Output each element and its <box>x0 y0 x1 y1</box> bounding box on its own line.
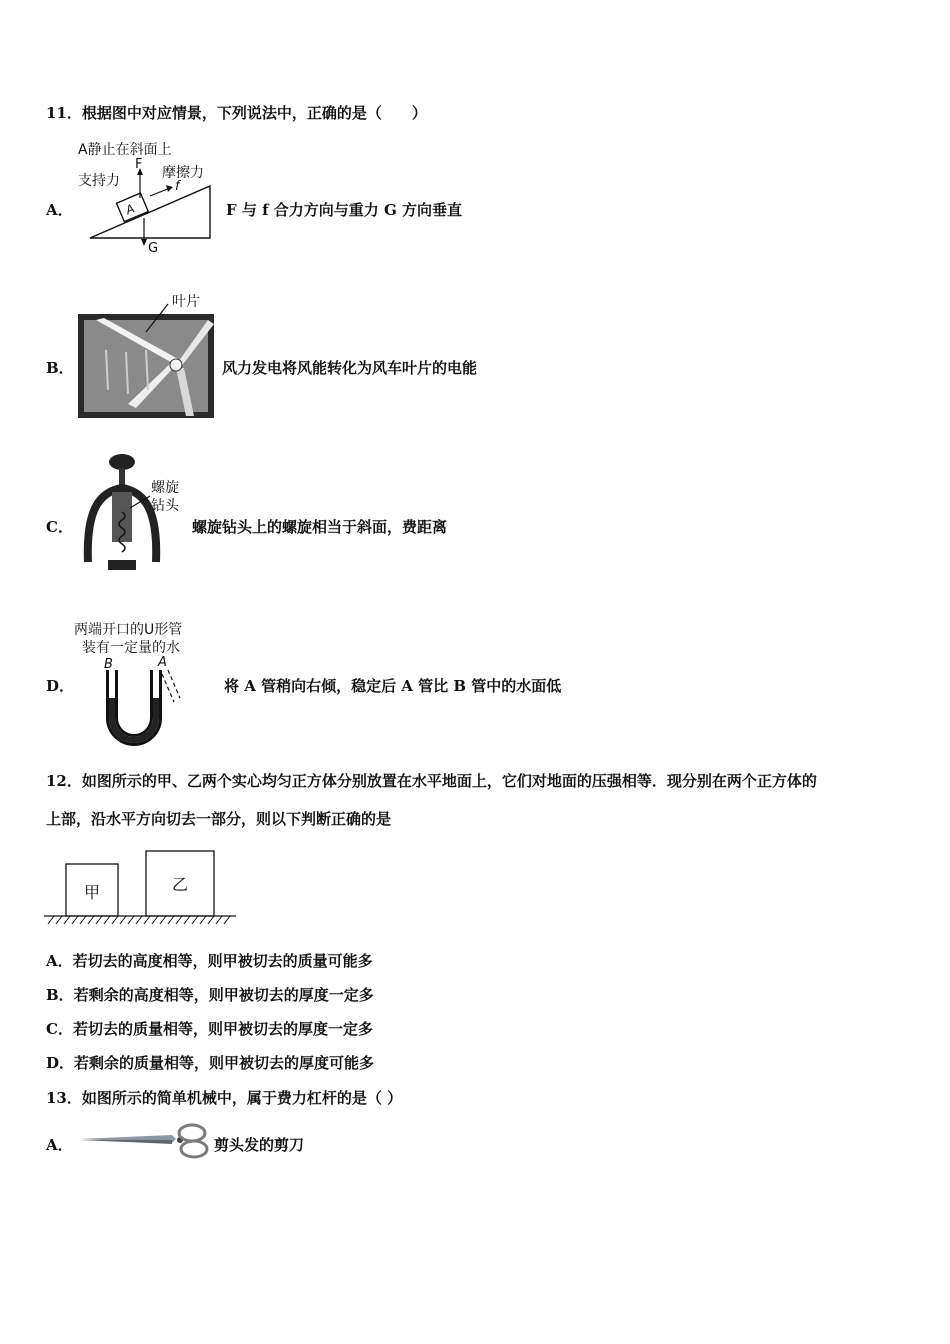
q11-option-a-text: F 与 f 合力方向与重力 G 方向垂直 <box>226 201 463 219</box>
question-12-stem-line2: 上部，沿水平方向切去一部分，则以下判断正确的是 <box>46 810 392 828</box>
q12-option-a-text: 若切去的高度相等，则甲被切去的质量可能多 <box>72 952 373 970</box>
tube-a-label: A <box>158 655 167 670</box>
q11-option-c-figure <box>78 452 190 574</box>
q12-option-d <box>46 1052 374 1073</box>
q12-option-c-letter: C． <box>46 1020 73 1038</box>
screw-label-line1: 螺旋 <box>151 480 179 496</box>
force-f-label: F <box>135 157 143 172</box>
tube-b-label: B <box>104 657 113 672</box>
q13-option-a-figure <box>76 1122 212 1160</box>
cube-jia-label: 甲 <box>84 883 101 902</box>
screw-label-line2: 钻头 <box>151 498 179 514</box>
q12-option-c <box>46 1018 373 1039</box>
q11-option-c-letter: C． <box>46 518 73 536</box>
friction-f-label: f <box>175 179 180 194</box>
q12-option-c-text: 若切去的质量相等，则甲被切去的厚度一定多 <box>72 1020 373 1038</box>
q12-option-d-letter: D． <box>46 1054 75 1072</box>
q12-option-b-letter: B． <box>46 986 74 1004</box>
q12-option-a-letter: A． <box>46 952 73 970</box>
q12-option-b-text: 若剩余的高度相等，则甲被切去的厚度一定多 <box>73 986 374 1004</box>
cube-yi-label: 乙 <box>172 875 189 894</box>
q12-cubes-figure <box>44 846 240 928</box>
q11-option-a-figure <box>78 138 223 258</box>
scissors-icon <box>76 1122 212 1160</box>
q12-option-d-text: 若剩余的质量相等，则甲被切去的厚度可能多 <box>74 1054 375 1072</box>
block-label: A <box>123 201 137 218</box>
wind-turbine-photo <box>76 290 216 420</box>
q11-option-d-figure <box>74 618 224 748</box>
q12-option-b <box>46 984 374 1005</box>
q11-option-b-letter: B． <box>46 359 74 377</box>
q11-option-c-text: 螺旋钻头上的螺旋相当于斜面，费距离 <box>192 518 448 536</box>
q11-option-b-figure <box>76 290 216 420</box>
cubes-diagram <box>44 846 240 928</box>
q11-option-b-text: 风力发电将风能转化为风车叶片的电能 <box>222 359 478 377</box>
question-11-stem: 11．根据图中对应情景，下列说法中，正确的是（ ） <box>46 104 427 122</box>
u-tube-diagram <box>74 618 224 748</box>
gravity-g-label: G <box>148 241 159 256</box>
corkscrew-drawing <box>78 452 190 574</box>
incline-diagram <box>78 138 223 258</box>
q13-option-a-text: 剪头发的剪刀 <box>214 1136 305 1154</box>
question-13-stem: 13．如图所示的简单机械中，属于费力杠杆的是（ ） <box>46 1089 403 1107</box>
question-12-stem-line1: 12．如图所示的甲、乙两个实心均匀正方体分别放置在水平地面上，它们对地面的压强相等．现分别在两个正方体的 <box>46 772 817 790</box>
u-tube-caption-1: 两端开口的U形管 <box>74 622 183 638</box>
incline-caption: A静止在斜面上 <box>78 142 172 158</box>
q12-option-a <box>46 950 373 971</box>
q13-option-a-letter: A． <box>46 1136 73 1154</box>
q11-option-d-letter: D． <box>46 677 75 695</box>
blade-label: 叶片 <box>172 294 200 310</box>
u-tube-caption-2: 装有一定量的水 <box>82 640 180 656</box>
q11-option-d-text: 将 A 管稍向右倾，稳定后 A 管比 B 管中的水面低 <box>224 677 562 695</box>
support-force-label: 支持力 <box>78 173 120 189</box>
q11-option-a-letter: A． <box>46 201 73 219</box>
friction-force-label: 摩擦力 <box>162 165 204 181</box>
